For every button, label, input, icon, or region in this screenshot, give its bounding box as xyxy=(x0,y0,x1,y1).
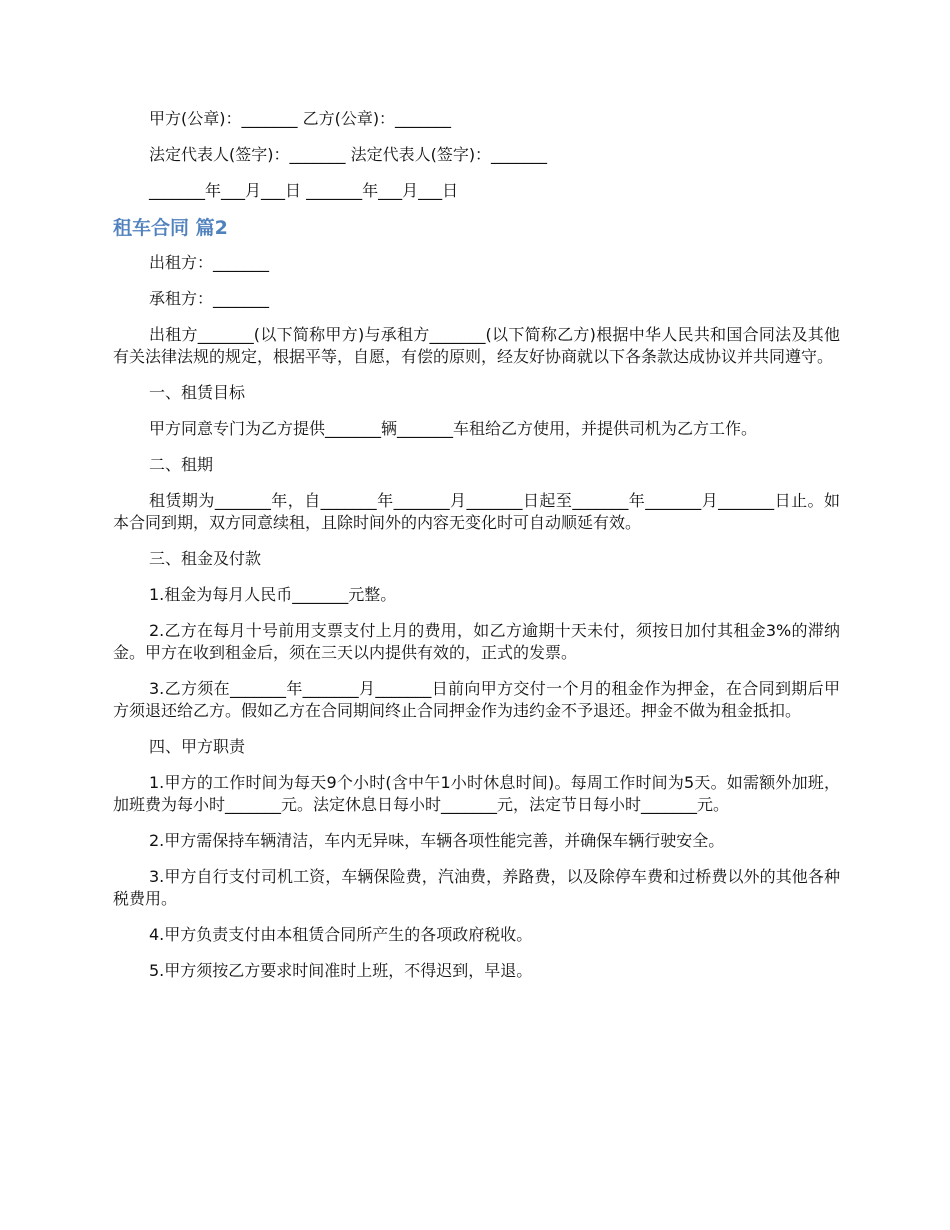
signature-line-date: _______年___月___日 _______年___月___日 xyxy=(149,181,459,200)
clause-title-4: 四、甲方职责 xyxy=(149,737,246,756)
clause-item-4-1: 1.甲方的工作时间为每天9个小时(含中午1小时休息时间)。每周工作时间为5天。如需额外加班，加班费为每小时_______元。法定休息日每小时_______元，法定节日每小时_______元。 xyxy=(113,773,840,814)
document-page xyxy=(113,108,840,996)
signature-line-representative: 法定代表人(签字)：_______ 法定代表人(签字)：_______ xyxy=(149,145,548,164)
clause-title-2: 二、租期 xyxy=(149,455,214,474)
section-heading: 租车合同 篇2 xyxy=(113,217,228,239)
clause-item-3-3: 3.乙方须在_______年_______月_______日前向甲方交付一个月的租金作为押金，在合同到期后甲方须退还给乙方。假如乙方在合同期间终止合同押金作为违约金不予退还。押金不做为租金抵扣。 xyxy=(113,679,840,720)
clause-body-2: 租赁期为_______年，自_______年_______月_______日起至_______年_______月_______日止。如本合同到期，双方同意续租，且除时间外的内容无变化时可自动顺延有效。 xyxy=(113,491,840,532)
party-lessee: 承租方：_______ xyxy=(149,289,270,308)
clause-item-4-4: 4.甲方负责支付由本租赁合同所产生的各项政府税收。 xyxy=(149,925,533,944)
clause-item-3-1: 1.租金为每月人民币_______元整。 xyxy=(149,585,397,604)
clause-item-4-5: 5.甲方须按乙方要求时间准时上班，不得迟到，早退。 xyxy=(149,961,533,980)
intro-paragraph: 出租方_______(以下简称甲方)与承租方_______(以下简称乙方)根据中华人民共和国合同法及其他有关法律法规的规定，根据平等，自愿，有偿的原则，经友好协商就以下各条款达成协议并共同遵守。 xyxy=(113,325,840,366)
clause-title-3: 三、租金及付款 xyxy=(149,549,262,568)
clause-body-1: 甲方同意专门为乙方提供_______辆_______车租给乙方使用，并提供司机为乙方工作。 xyxy=(149,419,758,438)
clause-title-1: 一、租赁目标 xyxy=(149,383,246,402)
party-lessor: 出租方：_______ xyxy=(149,253,270,272)
signature-line-seal: 甲方(公章)：_______ 乙方(公章)：_______ xyxy=(149,109,452,128)
clause-item-4-2: 2.甲方需保持车辆清洁，车内无异味，车辆各项性能完善，并确保车辆行驶安全。 xyxy=(149,831,725,850)
clause-item-3-2: 2.乙方在每月十号前用支票支付上月的费用，如乙方逾期十天未付，须按日加付其租金3%的滞纳金。甲方在收到租金后，须在三天以内提供有效的，正式的发票。 xyxy=(113,621,840,662)
clause-item-4-3: 3.甲方自行支付司机工资，车辆保险费，汽油费，养路费，以及除停车费和过桥费以外的其他各种税费用。 xyxy=(113,867,840,908)
